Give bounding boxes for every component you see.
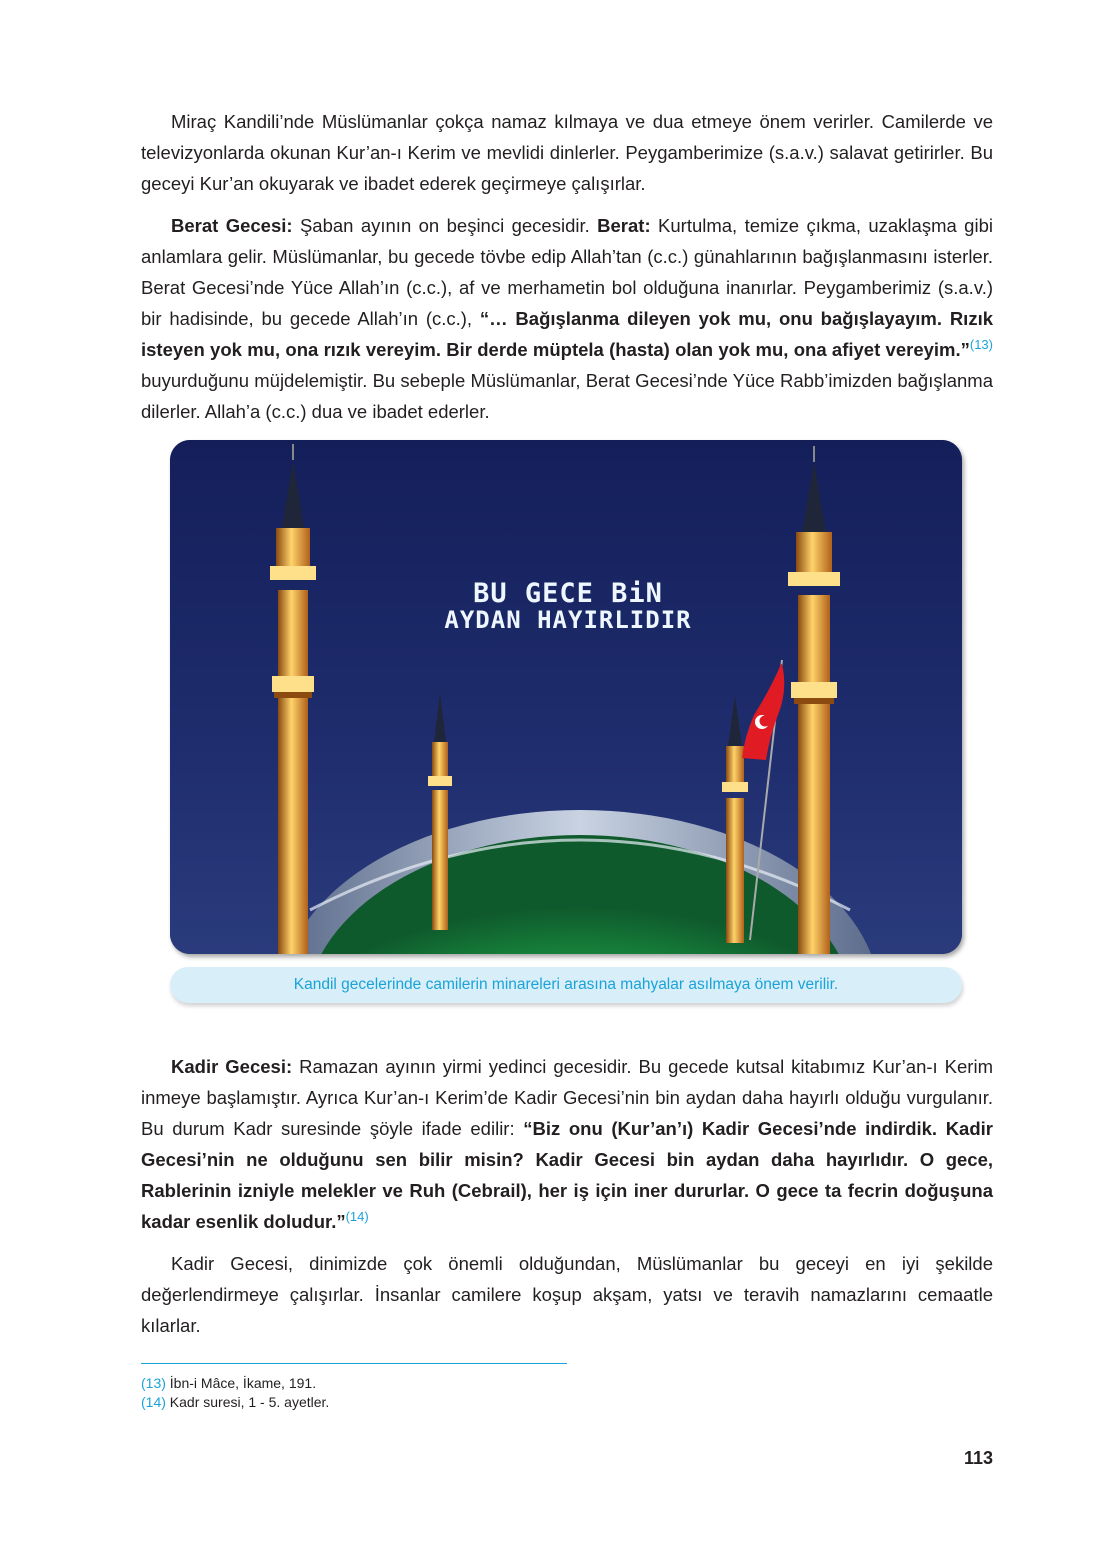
berat-text-3: buyurduğunu müjdelemiştir. Bu sebeple Müslümanlar, Berat Gecesi’nde Yüce Rabb’imizden bağışlanma dilerler. Allah’a (c.c.) dua ve ibadet ederler.	[141, 370, 993, 422]
footnote-text: Kadr suresi, 1 - 5. ayetler.	[165, 1394, 330, 1410]
footnote-text: İbn-i Mâce, İkame, 191.	[165, 1375, 317, 1391]
footnote-13	[141, 1374, 329, 1393]
berat-text-2: Kurtulma, temize çıkma, uzaklaşma gibi anlamlara gelir. Müslümanlar, bu gecede tövbe edip Allah’tan (c.c.) günahlarının bağışlanmasını isterler. Berat Gecesi’nde Yüce Allah’ın (c.c.), af ve merhametin bol olduğuna inanırlar. Peygamberimiz (s.a.v.) bir hadisinde, bu gecede Allah’ın (c.c.),	[141, 215, 993, 329]
hadith-quote: “… Bağışlanma dileyen yok mu, onu bağışlayayım. Rızık isteyen yok mu, ona rızık vereyim. Bir derde müptela (hasta) olan yok mu, ona afiyet vereyim.”	[141, 308, 993, 360]
figure-caption	[170, 967, 962, 1003]
footnote-ref-14[interactable]: (14)	[345, 1209, 369, 1224]
footnote-number: (14)	[141, 1394, 166, 1410]
paragraph-berat	[141, 210, 993, 427]
mahya-lights	[444, 578, 691, 634]
paragraph-miraj: Miraç Kandili’nde Müslümanlar çokça namaz kılmaya ve dua etmeye önem verirler. Camilerde ve televizyonlarda okunan Kur’an-ı Kerim ve mevlidi dinlerler. Peygamberimize (s.a.v.) salavat getirirler. Bu geceyi Kur’an okuyarak ve ibadet ederek geçirmeye çalışırlar.	[141, 111, 993, 194]
berat-text-1: Şaban ayının on beşinci gecesidir.	[292, 215, 598, 236]
figure-caption-text: Kandil gecelerinde camilerin minareleri arasına mahyalar asılmaya önem verilir.	[293, 976, 839, 993]
footnotes	[141, 1374, 329, 1412]
footnote-14	[141, 1393, 329, 1412]
term-berat: Berat:	[597, 215, 651, 236]
paragraph-kadir	[141, 1051, 993, 1237]
surah-quote: “Biz onu (Kur’an’ı) Kadir Gecesi’nde indirdik. Kadir Gecesi’nin ne olduğunu sen bilir misin? Kadir Gecesi bin aydan daha hayırlıdır. O gece, Rablerinin izniyle melekler ve Ruh (Cebrail), her iş için iner dururlar. O gece ta fecrin doğuşuna kadar esenlik doludur.”	[141, 1118, 993, 1232]
mosque-photo	[170, 440, 962, 954]
footnote-ref-13[interactable]: (13)	[969, 337, 993, 352]
footnote-divider	[141, 1363, 567, 1364]
paragraph-kadir-2: Kadir Gecesi, dinimizde çok önemli olduğundan, Müslümanlar bu geceyi en iyi şekilde değerlendirmeye çalışırlar. İnsanlar camilere koşup akşam, yatsı ve teravih namazlarını cemaatle kılarlar.	[141, 1253, 993, 1336]
page-number: 113	[963, 1448, 993, 1468]
mahya-line-2: AYDAN HAYIRLIDIR	[444, 606, 692, 634]
footnote-number: (13)	[141, 1375, 166, 1391]
term-berat-gecesi: Berat Gecesi:	[171, 215, 293, 236]
kadir-text-1: Ramazan ayının yirmi yedinci gecesidir. Bu gecede kutsal kitabımız Kur’an-ı Kerim inmeye başlamıştır. Ayrıca Kur’an-ı Kerim’de Kadir Gecesi’nin bin aydan daha hayırlı olduğu vurgulanır. Bu durum Kadr suresinde şöyle ifade edilir:	[141, 1056, 993, 1139]
mahya-line-1: BU GECE BiN	[473, 578, 663, 609]
term-kadir-gecesi: Kadir Gecesi:	[171, 1056, 293, 1077]
